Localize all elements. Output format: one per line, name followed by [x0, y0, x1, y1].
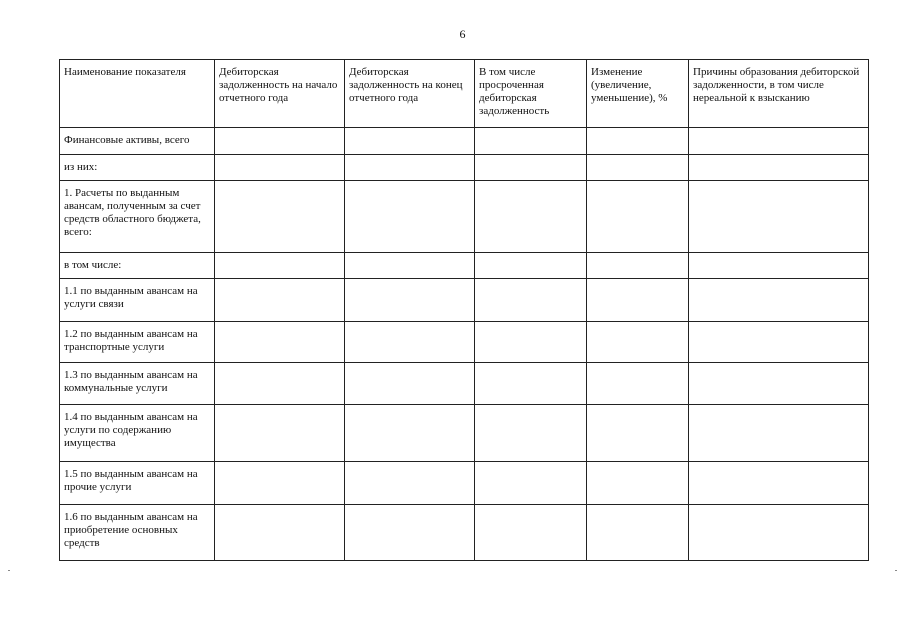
- table-cell: [587, 155, 689, 181]
- table-cell: [215, 322, 345, 363]
- header-indicator-name: Наименование показателя: [60, 60, 215, 128]
- table-cell: [475, 322, 587, 363]
- table-cell: [689, 253, 869, 279]
- header-debt-reasons: Причины образования дебиторской задолженности, в том числе нереальной к взысканию: [689, 60, 869, 128]
- row-label: 1.2 по выданным авансам на транспортные услуги: [60, 322, 215, 363]
- table-header-row: [60, 60, 869, 128]
- table-row: [60, 181, 869, 253]
- table-cell: [587, 505, 689, 561]
- table-row: [60, 253, 869, 279]
- table-cell: [475, 253, 587, 279]
- table-row: [60, 155, 869, 181]
- table-cell: [345, 253, 475, 279]
- table-cell: [475, 128, 587, 155]
- receivables-table: [59, 59, 869, 561]
- table-cell: [689, 181, 869, 253]
- table-cell: [215, 279, 345, 322]
- table-row: [60, 462, 869, 505]
- row-label: 1.5 по выданным авансам на прочие услуги: [60, 462, 215, 505]
- table-cell: [689, 505, 869, 561]
- table-row: [60, 505, 869, 561]
- table-cell: [475, 279, 587, 322]
- table-row: [60, 405, 869, 462]
- row-label: из них:: [60, 155, 215, 181]
- table-cell: [345, 279, 475, 322]
- table-cell: [345, 405, 475, 462]
- table-cell: [689, 405, 869, 462]
- table-cell: [345, 128, 475, 155]
- row-label: 1. Расчеты по выданным авансам, полученным за счет средств областного бюджета, всего:: [60, 181, 215, 253]
- table-cell: [475, 155, 587, 181]
- table-cell: [587, 128, 689, 155]
- row-label: 1.1 по выданным авансам на услуги связи: [60, 279, 215, 322]
- table-cell: [345, 462, 475, 505]
- table-cell: [475, 363, 587, 405]
- table-cell: [215, 405, 345, 462]
- table-row: [60, 279, 869, 322]
- table-cell: [689, 462, 869, 505]
- table-cell: [689, 363, 869, 405]
- table-cell: [475, 505, 587, 561]
- table-row: [60, 322, 869, 363]
- table-cell: [689, 322, 869, 363]
- table-cell: [215, 462, 345, 505]
- row-label: 1.4 по выданным авансам на услуги по содержанию имущества: [60, 405, 215, 462]
- table-cell: [587, 405, 689, 462]
- header-debt-start-of-year: Дебиторская задолженность на начало отчетного года: [215, 60, 345, 128]
- table-cell: [475, 181, 587, 253]
- table-cell: [345, 363, 475, 405]
- table-cell: [587, 279, 689, 322]
- table-cell: [345, 181, 475, 253]
- table-cell: [587, 322, 689, 363]
- table-cell: [475, 462, 587, 505]
- table-row: [60, 128, 869, 155]
- table-cell: [215, 181, 345, 253]
- row-label: 1.6 по выданным авансам на приобретение основных средств: [60, 505, 215, 561]
- table-cell: [215, 363, 345, 405]
- table-cell: [215, 253, 345, 279]
- row-label: в том числе:: [60, 253, 215, 279]
- header-change-percent: Изменение (увеличение, уменьшение), %: [587, 60, 689, 128]
- row-label: Финансовые активы, всего: [60, 128, 215, 155]
- table-cell: [587, 363, 689, 405]
- table-row: [60, 363, 869, 405]
- table-cell: [345, 505, 475, 561]
- table-cell: [215, 505, 345, 561]
- scan-edge-mark-right: [895, 570, 897, 571]
- table-cell: [345, 322, 475, 363]
- table-cell: [689, 155, 869, 181]
- header-debt-end-of-year: Дебиторская задолженность на конец отчетного года: [345, 60, 475, 128]
- table-cell: [345, 155, 475, 181]
- table-cell: [587, 181, 689, 253]
- table-cell: [587, 253, 689, 279]
- table-cell: [689, 279, 869, 322]
- row-label: 1.3 по выданным авансам на коммунальные услуги: [60, 363, 215, 405]
- table-cell: [475, 405, 587, 462]
- table-cell: [215, 128, 345, 155]
- page-number: 6: [459, 27, 466, 41]
- table-cell: [689, 128, 869, 155]
- header-overdue-debt: В том числе просроченная дебиторская задолженность: [475, 60, 587, 128]
- scan-edge-mark-left: [8, 570, 10, 571]
- table-cell: [215, 155, 345, 181]
- table-cell: [587, 462, 689, 505]
